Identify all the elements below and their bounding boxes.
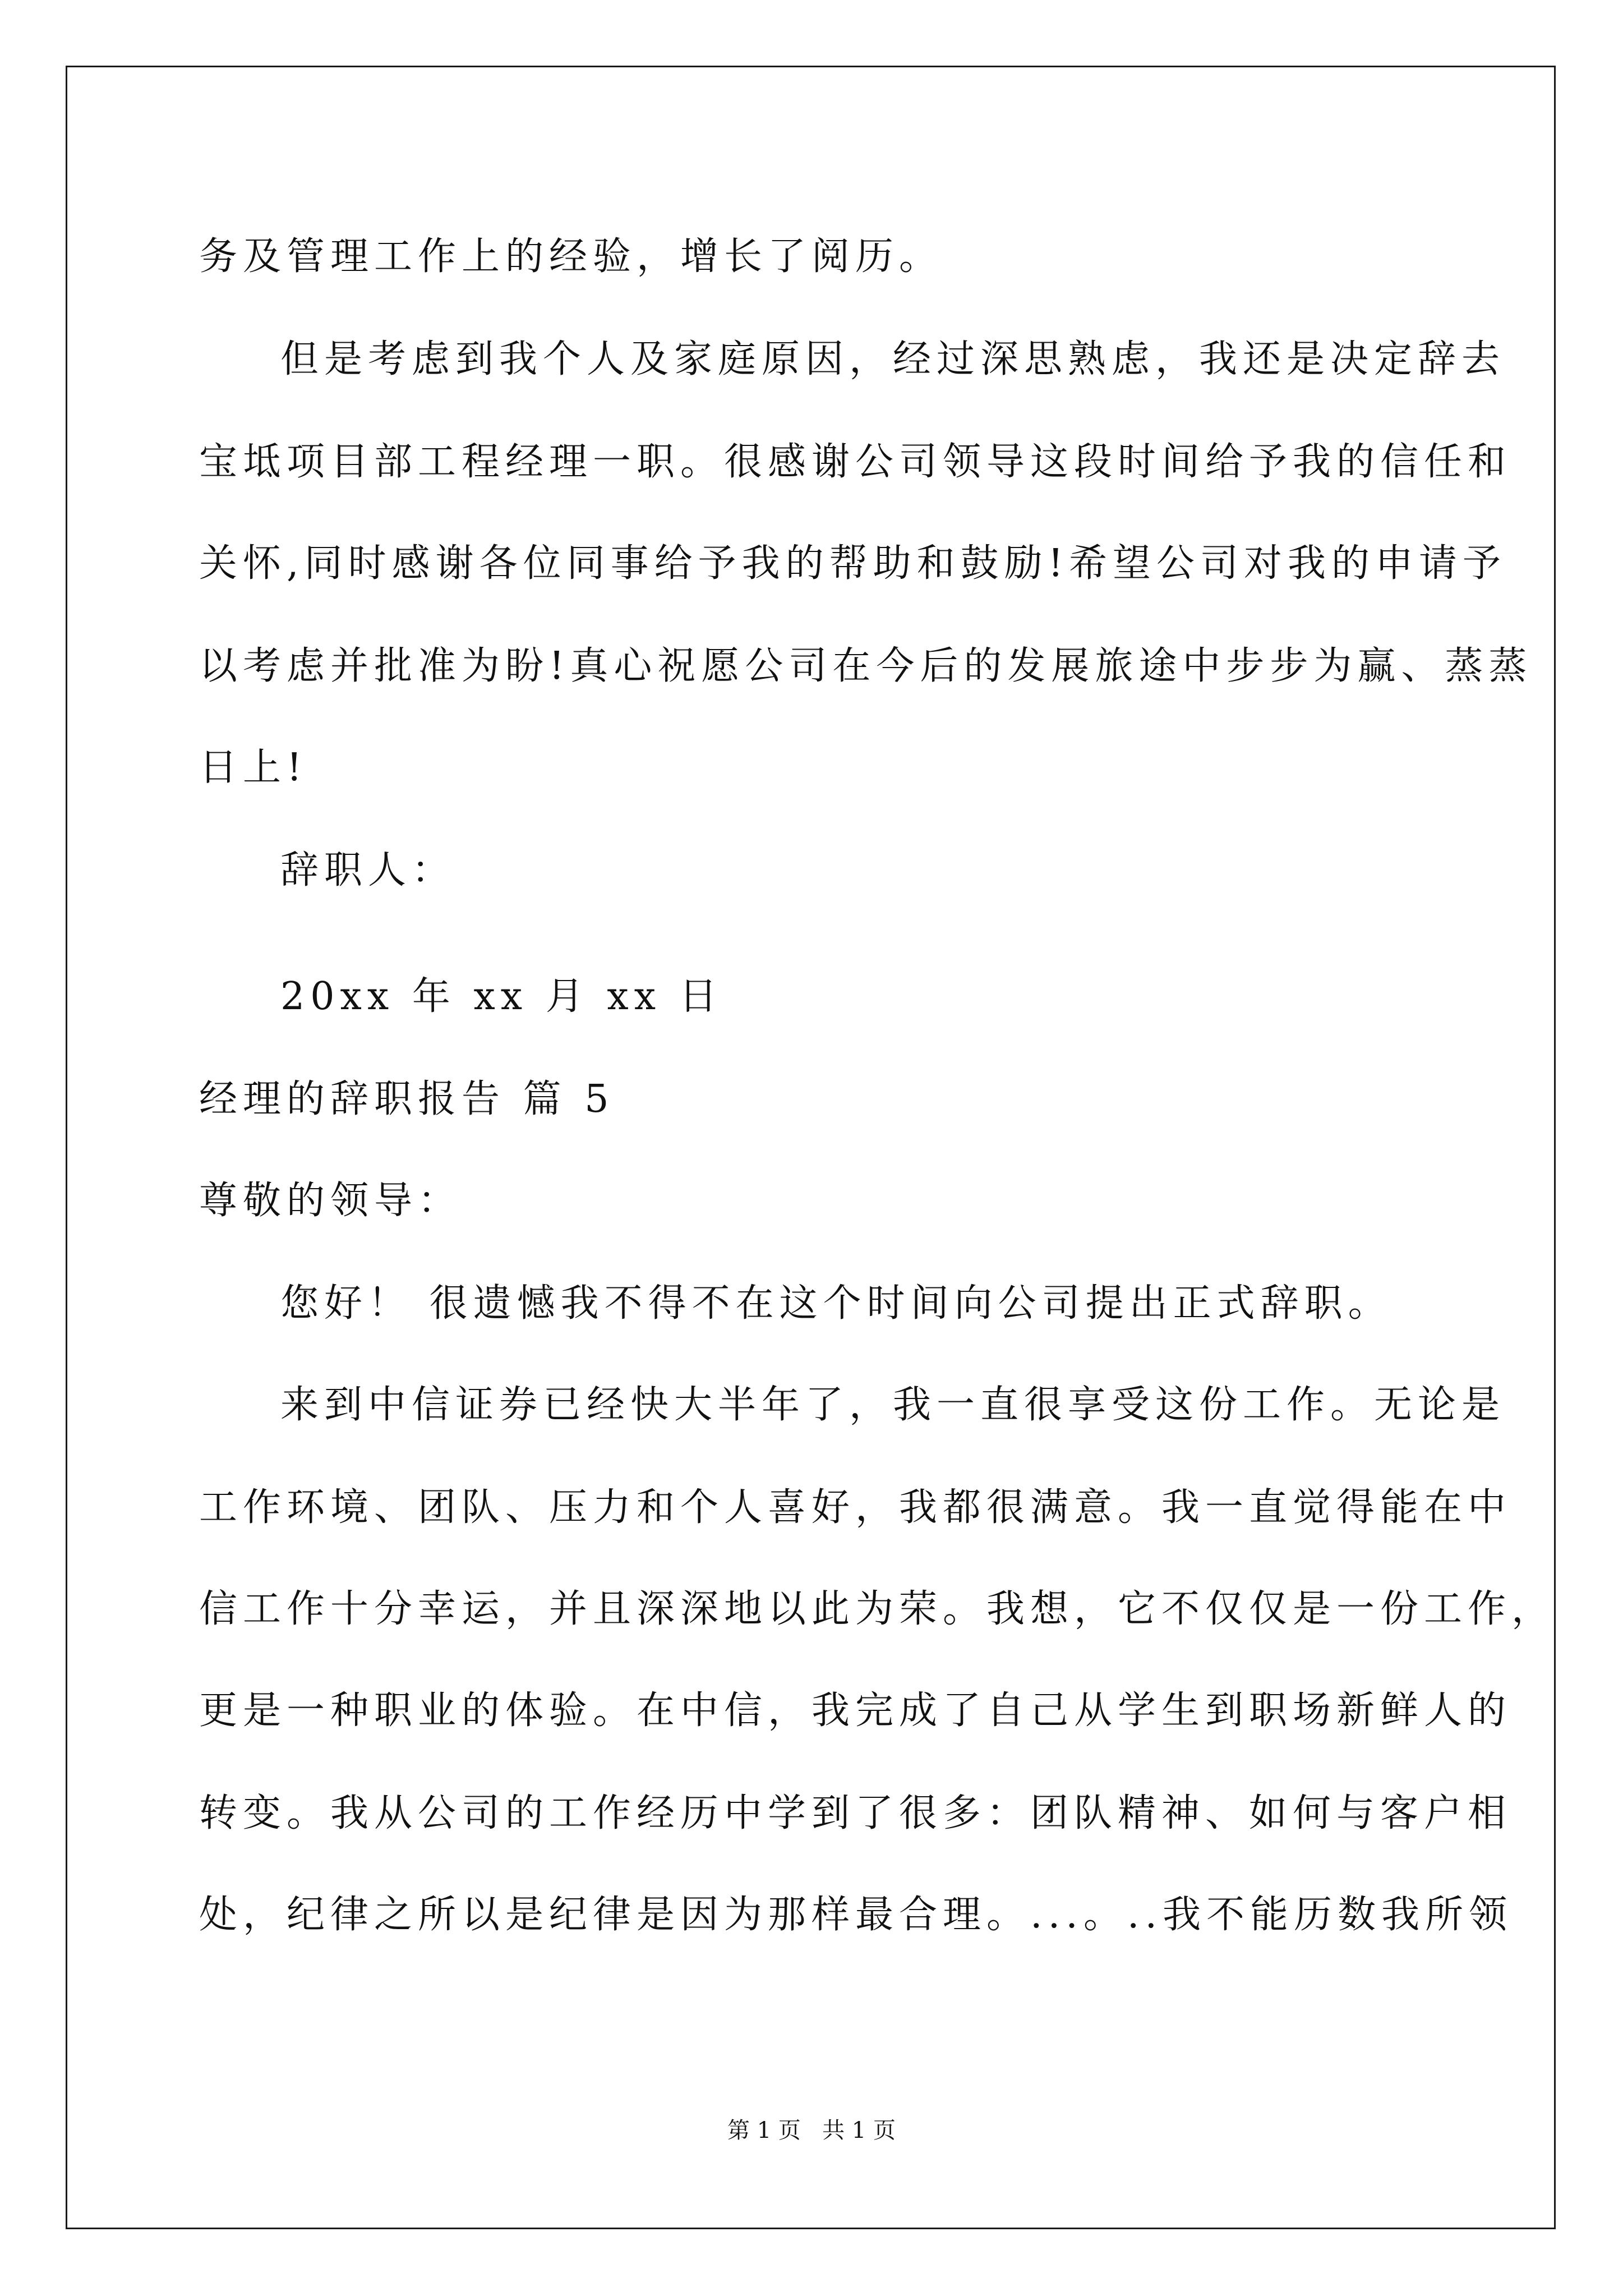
page-footer: 第 1 页 共 1 页 <box>727 2118 896 2143</box>
body-line: 工作环境、团队、压力和个人喜好，我都很满意。我一直觉得能在中 <box>199 1485 1512 1530</box>
body-line: 处，纪律之所以是纪律是因为那样最合理。...。..我不能历数我所领 <box>199 1893 1513 1937</box>
salutation: 尊敬的领导： <box>199 1179 462 1223</box>
body-line: 但是考虑到我个人及家庭原因，经过深思熟虑，我还是决定辞去 <box>280 337 1506 381</box>
body-line: 宝坻项目部工程经理一职。很感谢公司领导这段时间给予我的信任和 <box>199 440 1512 484</box>
body-line: 转变。我从公司的工作经历中学到了很多：团队精神、如何与客户相 <box>199 1791 1512 1835</box>
date-line: 20xx 年 xx 月 xx 日 <box>280 974 723 1019</box>
body-line: 您好！ 很遗憾我不得不在这个时间向公司提出正式辞职。 <box>280 1281 1392 1326</box>
section-heading: 经理的辞职报告 篇 5 <box>199 1077 615 1121</box>
body-line: 关怀,同时感谢各位同事给予我的帮助和鼓励!希望公司对我的申请予 <box>199 541 1506 586</box>
body-line: 来到中信证券已经快大半年了，我一直很享受这份工作。无论是 <box>280 1383 1506 1427</box>
body-line: 更是一种职业的体验。在中信，我完成了自己从学生到职场新鲜人的 <box>199 1688 1512 1733</box>
body-line: 务及管理工作上的经验，增长了阅历。 <box>199 234 943 279</box>
body-line: 信工作十分幸运，并且深深地以此为荣。我想，它不仅仅是一份工作， <box>199 1587 1556 1631</box>
signature-label: 辞职人： <box>280 848 456 892</box>
body-line: 以考虑并批准为盼!真心祝愿公司在今后的发展旅途中步步为赢、蒸蒸 <box>199 644 1533 688</box>
body-line: 日上! <box>199 746 308 790</box>
